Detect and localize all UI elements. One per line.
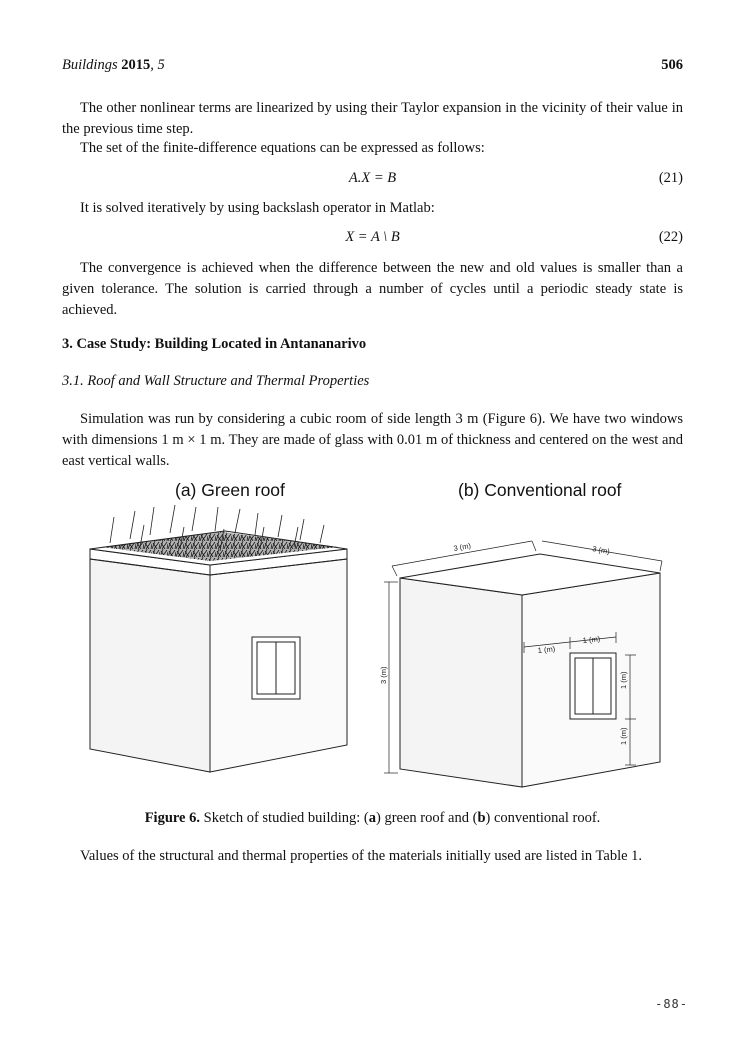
figure-6-drawing <box>80 477 665 795</box>
dim-top-left: 3 (m) <box>452 541 472 553</box>
paragraph-linearization: The other nonlinear terms are linearized by using their Taylor expansion in the vicinity of their value in the previous time step. <box>62 100 683 137</box>
running-header-journal: Buildings 2015, 5 <box>62 57 165 73</box>
paragraph-convergence: The convergence is achieved when the difference between the new and old values is smaller than a given tolerance. The solution is carried through a number of cycles until a periodic steady state is achieved. <box>62 260 683 318</box>
paragraph-backslash-intro: It is solved iteratively by using backslash operator in Matlab: <box>80 200 435 216</box>
paragraph-equation-intro: The set of the finite-difference equations can be expressed as follows: <box>80 140 485 156</box>
journal-name: Buildings <box>62 57 118 73</box>
journal-year: 2015 <box>121 57 151 73</box>
caption-b: b <box>477 810 486 826</box>
figure-6 <box>80 477 665 795</box>
dim-window-offset: 1 (m) <box>537 644 556 655</box>
caption-a: a <box>368 810 376 826</box>
caption-label: Figure 6. <box>144 810 200 826</box>
equation-21-number: (21) <box>658 170 683 186</box>
caption-mid: ) green roof and ( <box>376 810 478 826</box>
green-roof-cube <box>90 505 347 772</box>
dim-window-height: 1 (m) <box>619 671 628 689</box>
subsection-heading: 3.1. Roof and Wall Structure and Thermal Properties <box>62 373 370 389</box>
panel-a-title: (a) Green roof <box>175 480 285 500</box>
paragraph-simulation: Simulation was run by considering a cubic room of side length 3 m (Figure 6). We have two windows with dimensions 1 m × 1 m. They are made of glass with 0.01 m of thickness and centered on the west and east vertical walls. <box>62 411 683 469</box>
equation-22-number: (22) <box>658 229 683 245</box>
figure-caption <box>62 810 683 827</box>
panel-b-title: (b) Conventional roof <box>458 480 622 500</box>
dim-window-width: 1 (m) <box>582 634 601 645</box>
page-marker: -88- <box>655 997 688 1011</box>
equation-21 <box>62 170 683 191</box>
paragraph-table-reference: Values of the structural and thermal properties of the materials initially used are listed in Table 1. <box>80 848 643 864</box>
dim-height: 3 (m) <box>379 666 388 684</box>
caption-post: ) conventional roof. <box>485 810 601 826</box>
equation-22 <box>62 229 683 250</box>
dim-window-sill: 1 (m) <box>619 727 628 745</box>
section-heading: 3. Case Study: Building Located in Antananarivo <box>62 336 367 352</box>
running-header-page: 506 <box>661 57 683 73</box>
dim-top-right: 3 (m) <box>591 544 611 557</box>
equation-22-expression: X = A \ B <box>345 229 400 245</box>
equation-21-expression: A.X = B <box>348 170 397 186</box>
conventional-roof-cube <box>400 554 660 787</box>
journal-volume: 5 <box>157 57 165 73</box>
caption-pre: Sketch of studied building: ( <box>200 810 369 826</box>
